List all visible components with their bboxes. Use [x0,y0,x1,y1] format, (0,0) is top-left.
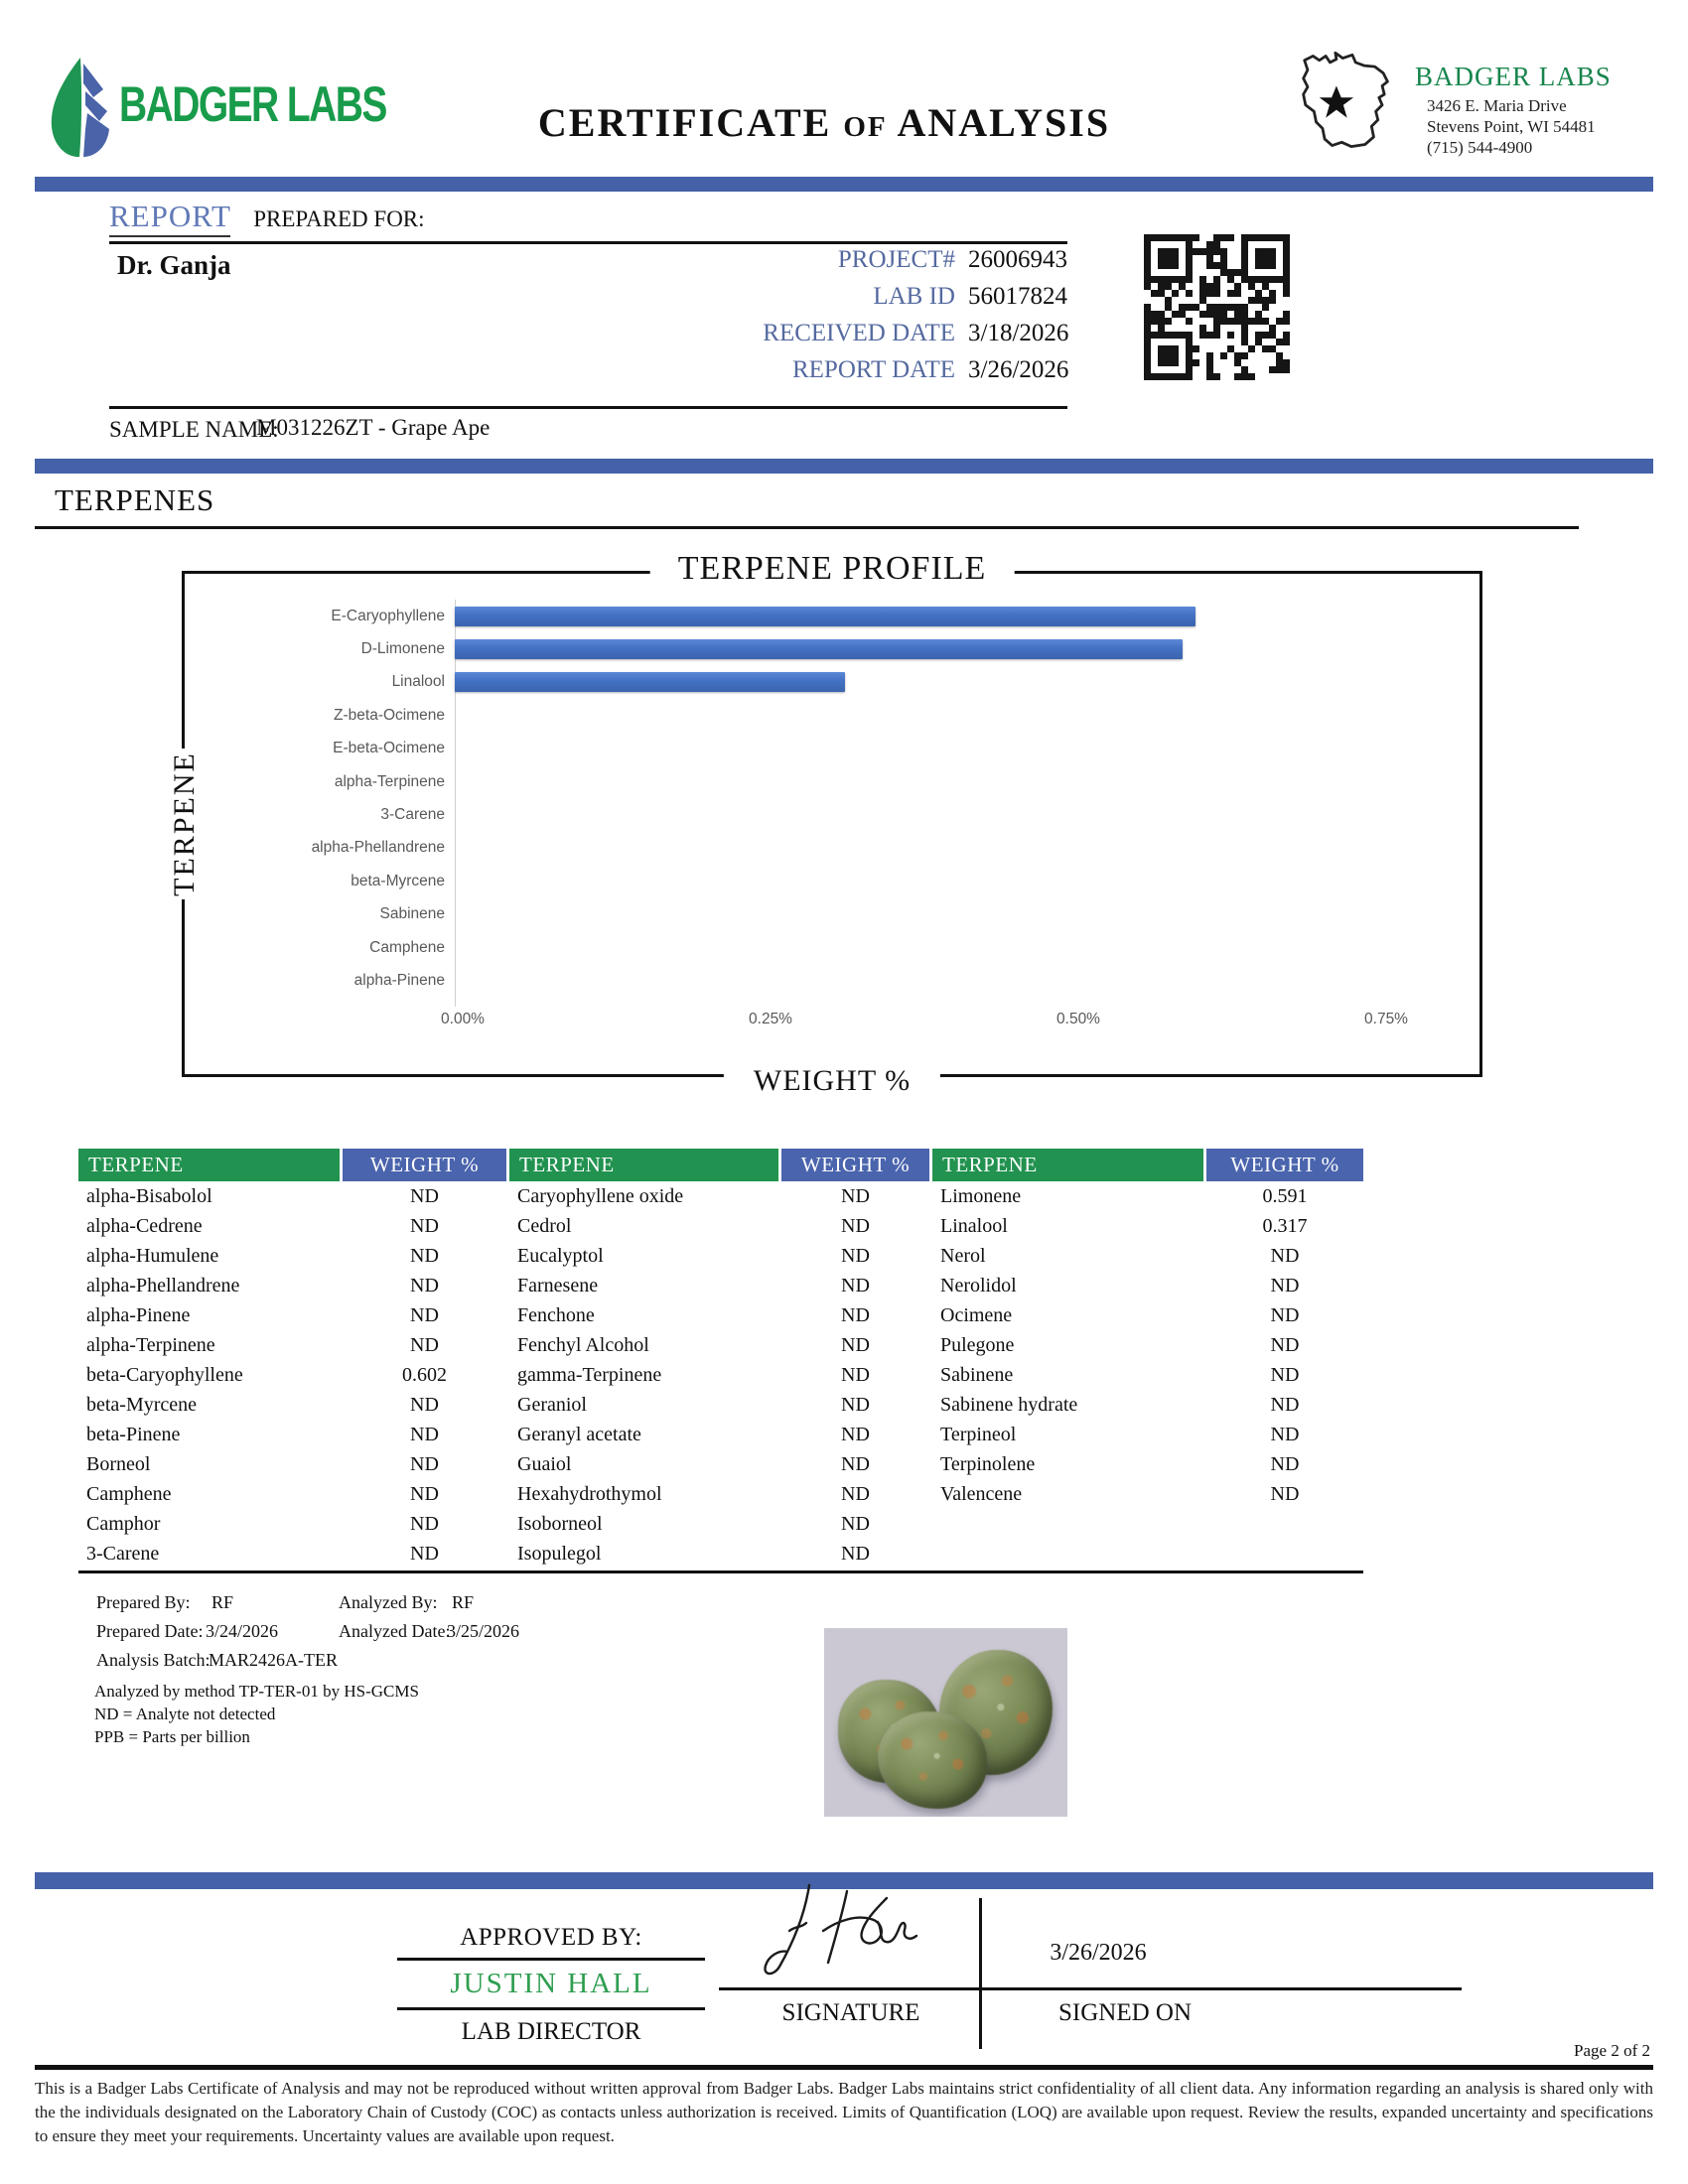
weight-cell: 0.602 [402,1364,447,1386]
header-divider [35,177,1653,192]
report-field [695,320,1122,347]
field-label: LAB ID [873,283,955,310]
weight-cell [1206,1509,1363,1539]
chart-category-label: alpha-Phellandrene [311,839,445,857]
weight-cell: 0.317 [1262,1215,1308,1237]
weight-column-header: WEIGHT % [781,1149,929,1181]
signature-line [719,1987,1462,1990]
x-tick-label: 0.00% [441,1011,485,1027]
weight-cell: ND [1270,1424,1300,1445]
chart-category-label: alpha-Pinene [353,971,445,989]
weight-cell: ND [410,1483,439,1505]
terpene-column-header: TERPENE [932,1149,1203,1181]
lab-name: BADGER LABS [1415,62,1612,91]
weight-cell: ND [410,1245,439,1267]
terpene-cell: Farnesene [517,1275,599,1297]
terpene-cell: Camphor [86,1513,161,1535]
terpene-cell [932,1509,1203,1539]
terpene-cell: alpha-Humulene [86,1245,219,1267]
chart-category-label: Sabinene [379,905,445,923]
chart-x-ticks [193,1011,1476,1034]
terpene-cell: Cedrol [517,1215,572,1237]
weight-cell: ND [410,1215,439,1237]
weight-cell: ND [841,1364,870,1386]
document-title-of: OF [843,111,888,143]
chart-bar [455,607,1196,626]
terpene-cell: Isoborneol [517,1513,603,1535]
weight-column-header: WEIGHT % [343,1149,506,1181]
weight-cell: ND [1270,1275,1300,1297]
footer-divider [35,2065,1653,2070]
terpene-cell: Linalool [940,1215,1008,1237]
signed-on-date: 3/26/2026 [1050,1940,1147,1966]
chart-row [193,632,1476,665]
report-field [695,356,1122,384]
report-word: REPORT [109,199,230,237]
chart-category-label: Linalool [391,673,445,691]
weight-cell: ND [841,1185,870,1207]
sample-name-label: SAMPLE NAME: [109,417,279,442]
terpene-cell: Limonene [940,1185,1022,1207]
brand-wordmark: BADGER LABS [119,76,386,132]
terpene-cell: alpha-Pinene [86,1304,191,1326]
client-name: Dr. Ganja [117,250,231,280]
terpene-cell: Geraniol [517,1394,587,1416]
lab-phone: (715) 544-4900 [1427,138,1533,157]
weight-cell: ND [410,1304,439,1326]
terpene-cell: gamma-Terpinene [517,1364,662,1386]
section-title: TERPENES [55,482,215,517]
field-label: PROJECT# [837,246,955,273]
weight-cell: ND [410,1424,439,1445]
approved-by-label: APPROVED BY: [460,1924,642,1951]
weight-cell: ND [410,1513,439,1535]
chart-row [193,832,1476,865]
weight-cell: ND [1270,1245,1300,1267]
prepared-date-label: Prepared Date: [96,1621,204,1641]
field-label: RECEIVED DATE [763,320,955,346]
document-title [437,99,1211,146]
chart-bar-track [455,898,1476,931]
weight-cell: ND [841,1304,870,1326]
chart-row [193,733,1476,765]
qr-code [1144,234,1290,380]
chart-row [193,898,1476,931]
analysis-batch-label: Analysis Batch: [96,1650,211,1670]
signature-caption: SIGNATURE [781,1999,920,2026]
weight-cell: ND [410,1394,439,1416]
report-field [695,246,1122,274]
prepared-by-label: Prepared By: [96,1592,191,1612]
prepared-date-value: 3/24/2026 [206,1621,279,1641]
weight-cell: ND [410,1543,439,1565]
terpene-cell: Valencene [940,1483,1023,1505]
chart-bar [455,672,845,692]
chart-plot-area [193,600,1476,998]
weight-cell: ND [841,1394,870,1416]
chart-bar-track [455,832,1476,865]
analyzed-by-value: RF [452,1592,475,1612]
sample-photo [824,1628,1067,1817]
chart-y-axis-title: TERPENE [162,749,208,899]
chart-bar-track [455,733,1476,765]
weight-cell: ND [410,1185,439,1207]
analyzed-by-label: Analyzed By: [339,1592,438,1612]
terpene-cell: Terpineol [940,1424,1017,1445]
field-value: 3/18/2026 [968,320,1069,346]
chart-title: TERPENE PROFILE [650,550,1015,588]
weight-cell: ND [841,1483,870,1505]
x-tick-label: 0.25% [749,1011,792,1027]
cannabis-bud [878,1711,987,1809]
disclaimer-text: This is a Badger Labs Certificate of Analysis and may not be reproduced without written approval from Badger Labs. Badger Labs maintains strict confidentiality of all client data. Any information regarding an analysis is shared only with the the individuals designated on the Laboratory Chain of Custody (COC) as contacts unless authorization is received. Limits of Quantification (LOQ) are available upon request. Review the results, expanded uncertainty and specifications to ensure they meet your requirements. Uncertainty values are available upon request. [35,2079,1653,2145]
weight-cell: ND [841,1245,870,1267]
chart-row [193,699,1476,732]
weight-cell: ND [841,1424,870,1445]
terpene-cell: Camphene [86,1483,172,1505]
chart-bar-track [455,699,1476,732]
weight-cell: ND [841,1513,870,1535]
terpene-cell: Terpinolene [940,1453,1036,1475]
field-label: REPORT DATE [791,356,955,383]
analysis-batch-value: MAR2426A-TER [209,1650,338,1670]
terpene-cell: alpha-Phellandrene [86,1275,240,1297]
weight-cell: ND [841,1543,870,1565]
chart-category-label: D-Limonene [360,640,445,658]
analyzed-date-label: Analyzed Date: [339,1621,451,1641]
section-underline [35,526,1579,529]
wisconsin-map-icon [1294,50,1411,167]
terpene-cell [932,1539,1203,1569]
chart-row [193,931,1476,964]
weight-cell: ND [841,1275,870,1297]
method-note: Analyzed by method TP-TER-01 by HS-GCMS [94,1682,419,1701]
report-field [695,283,1122,311]
terpene-column-header: TERPENE [509,1149,778,1181]
nd-note: ND = Analyte not detected [94,1705,276,1723]
chart-row [193,765,1476,798]
terpene-cell: beta-Caryophyllene [86,1364,243,1386]
ppb-note: PPB = Parts per billion [94,1727,250,1746]
weight-cell: ND [841,1215,870,1237]
approver-name: JUSTIN HALL [450,1968,652,1999]
weight-cell: ND [410,1275,439,1297]
chart-bar-track [455,632,1476,665]
chart-category-label: E-Caryophyllene [331,607,445,624]
terpene-cell: Fenchone [517,1304,595,1326]
signed-on-caption: SIGNED ON [1057,1999,1193,2026]
terpene-cell: beta-Pinene [86,1424,181,1445]
chart-row [193,865,1476,897]
weight-column-header: WEIGHT % [1206,1149,1363,1181]
weight-cell [1206,1539,1363,1569]
chart-row [193,666,1476,699]
terpene-cell: Pulegone [940,1334,1015,1356]
signature [730,1879,958,1983]
chart-bar-track [455,931,1476,964]
weight-cell: ND [1270,1394,1300,1416]
x-tick-label: 0.75% [1364,1011,1408,1027]
terpene-cell: Fenchyl Alcohol [517,1334,649,1356]
weight-cell: ND [841,1453,870,1475]
weight-cell: ND [1270,1364,1300,1386]
chart-bar-track [455,666,1476,699]
terpene-column-header: TERPENE [78,1149,340,1181]
weight-cell: ND [1270,1334,1300,1356]
terpene-cell: Sabinene hydrate [940,1394,1078,1416]
chart-bar [455,639,1183,659]
chart-category-label: alpha-Terpinene [334,772,445,790]
x-tick-label: 0.50% [1056,1011,1100,1027]
chart-category-label: Camphene [369,938,445,956]
chart-row [193,798,1476,831]
page-number: Page 2 of 2 [1574,2041,1650,2060]
terpene-cell: Sabinene [940,1364,1014,1386]
prepared-by-value: RF [211,1592,234,1612]
chart-category-label: Z-beta-Ocimene [334,706,445,724]
terpene-cell: Guaiol [517,1453,572,1475]
chart-bar-track [455,798,1476,831]
terpene-cell: beta-Myrcene [86,1394,198,1416]
weight-cell: ND [1270,1304,1300,1326]
chart-category-label: 3-Carene [380,806,445,824]
section-divider [35,459,1653,474]
analyzed-date-value: 3/25/2026 [447,1621,520,1641]
chart-row [193,964,1476,997]
approval-block [397,1924,705,2046]
chart-bar-track [455,964,1476,997]
signature-divider [979,1898,982,2049]
chart-bar-track [455,865,1476,897]
terpene-cell: alpha-Cedrene [86,1215,203,1237]
report-heading [109,199,425,234]
chart-category-label: E-beta-Ocimene [333,740,445,757]
terpene-cell: 3-Carene [86,1543,160,1565]
weight-cell: ND [841,1334,870,1356]
terpene-cell: Ocimene [940,1304,1013,1326]
terpene-results-table [78,1149,1363,1573]
leaf-icon [48,56,113,159]
weight-cell: 0.591 [1262,1185,1308,1207]
terpene-cell: Isopulegol [517,1543,602,1565]
terpene-cell: Hexahydrothymol [517,1483,662,1505]
document-title-part: CERTIFICATE [537,100,832,145]
terpene-cell: alpha-Terpinene [86,1334,215,1356]
weight-cell: ND [1270,1453,1300,1475]
terpene-cell: Nerolidol [940,1275,1017,1297]
divider-line [109,241,1067,244]
sample-name-value: M031226ZT - Grape Ape [256,415,491,440]
divider-line [109,406,1067,409]
divider-line [397,2007,705,2010]
terpene-cell: Geranyl acetate [517,1424,641,1445]
chart-row [193,600,1476,632]
terpene-cell: alpha-Bisabolol [86,1185,212,1207]
terpene-profile-chart [168,550,1482,1097]
divider-line [397,1958,705,1961]
lab-address-line: Stevens Point, WI 54481 [1427,117,1596,136]
weight-cell: ND [1270,1483,1300,1505]
field-value: 26006943 [968,246,1067,273]
chart-bar-track [455,765,1476,798]
terpene-cell: Eucalyptol [517,1245,604,1267]
lab-address-line: 3426 E. Maria Drive [1427,96,1567,115]
chart-bar-track [455,600,1476,632]
chart-x-axis-title: WEIGHT % [724,1064,940,1098]
weight-cell: ND [410,1334,439,1356]
terpene-cell: Nerol [940,1245,986,1267]
field-value: 56017824 [968,283,1067,310]
terpene-cell: Caryophyllene oxide [517,1185,684,1207]
terpene-cell: Borneol [86,1453,151,1475]
weight-cell: ND [410,1453,439,1475]
chart-category-label: beta-Myrcene [351,872,445,889]
prepared-for-label: PREPARED FOR: [253,206,425,231]
approver-title: LAB DIRECTOR [461,2018,641,2045]
document-title-part: ANALYSIS [897,100,1111,145]
field-value: 3/26/2026 [968,356,1069,383]
